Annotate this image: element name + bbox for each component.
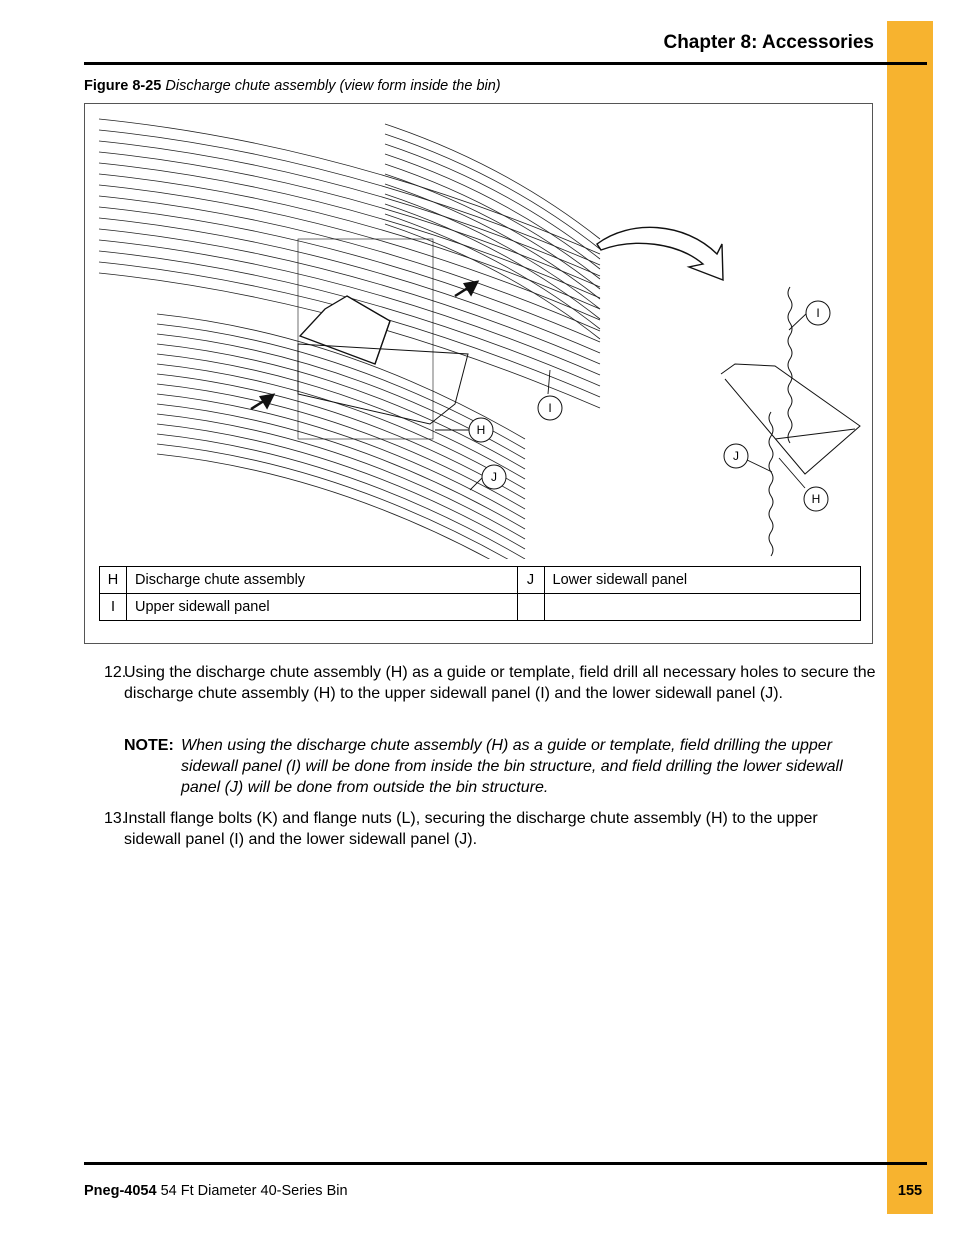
legend-key: I <box>100 594 127 621</box>
figure-caption-text: Discharge chute assembly (view form inside the bin) <box>165 78 501 94</box>
page-number: 155 <box>897 1183 923 1199</box>
chapter-title: Chapter 8: Accessories <box>663 32 874 53</box>
legend-label <box>544 594 861 621</box>
callout-j-detail: J <box>733 449 739 463</box>
footer-doc-number: Pneg-4054 <box>84 1183 157 1199</box>
discharge-chute-illustration <box>85 104 872 559</box>
header-rule <box>84 62 927 65</box>
callout-h-main: H <box>476 423 486 437</box>
legend-label: Upper sidewall panel <box>127 594 518 621</box>
legend-label: Lower sidewall panel <box>544 567 861 594</box>
note-block <box>124 735 879 798</box>
chapter-side-tab <box>887 21 933 1214</box>
note-text: When using the discharge chute assembly (H) as a guide or template, field drilling the upper sidewall panel (I) will be done from inside the bin structure, and field drilling the lower sidewall panel (J) will be done from outside the bin structure. <box>181 737 843 796</box>
figure-box <box>84 103 873 644</box>
note-label: NOTE: <box>124 737 174 754</box>
callout-j-main: J <box>491 470 497 484</box>
footer-rule <box>84 1162 927 1165</box>
step-text: Using the discharge chute assembly (H) as a guide or template, field drill all necessary holes to secure the discharge chute assembly (H) to the upper sidewall panel (I) and the lower sidewall panel (J). <box>124 664 876 702</box>
legend-key <box>517 594 544 621</box>
legend-row <box>100 594 861 621</box>
callout-i-main: I <box>548 401 552 415</box>
callout-h-detail: H <box>811 492 821 506</box>
step-12 <box>104 662 879 704</box>
figure-caption <box>84 78 501 94</box>
figure-legend-table <box>99 566 861 621</box>
step-number: 12. <box>104 664 127 681</box>
legend-key: H <box>100 567 127 594</box>
legend-row <box>100 567 861 594</box>
legend-key: J <box>517 567 544 594</box>
step-number: 13. <box>104 810 127 827</box>
figure-number: Figure 8-25 <box>84 78 162 94</box>
step-text: Install flange bolts (K) and flange nuts (L), securing the discharge chute assembly (H) to the upper sidewall panel (I) and the lower sidewall panel (J). <box>124 810 818 848</box>
footer-doc-title: 54 Ft Diameter 40-Series Bin <box>160 1183 348 1199</box>
footer-doc-info <box>84 1183 348 1199</box>
callout-i-detail: I <box>816 306 820 320</box>
legend-label: Discharge chute assembly <box>127 567 518 594</box>
step-13 <box>104 808 879 850</box>
